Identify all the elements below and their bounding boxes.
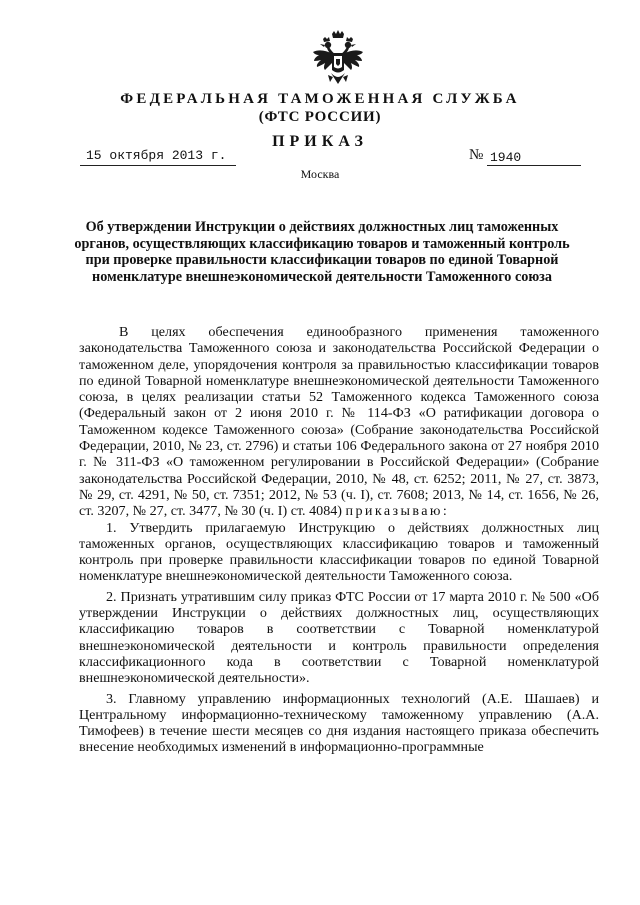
subject-line: Об утверждении Инструкции о действиях должностных лиц таможенных xyxy=(85,219,559,235)
order-item-2: 2. Признать утратившим силу приказ ФТС России от 17 марта 2010 г. № 500 «Об утверждении Инструкции о действиях должностных лиц, осуществляющих классификацию товаров в соответствии с Товарной номенклатурой внешнеэкономической деятельности и контроль правильности определения классификационного кода в соответствии с Товарной номенклатурой внешнеэкономической деятельности». xyxy=(79,588,599,687)
subject-line: при проверке правильности классификации товаров по единой Товарной xyxy=(85,252,559,269)
city: Москва xyxy=(300,167,340,181)
order-body xyxy=(79,324,599,756)
order-item-3: 3. Главному управлению информационных технологий (А.Е. Шашаев) и Центральному информационно-техническому таможенному управлению (А.А. Тимофеев) в течение шести месяцев со дня издания настоящего приказа обеспечить внесение необходимых изменений в информационно-программные xyxy=(79,690,599,756)
date-underline xyxy=(80,165,236,166)
double-headed-eagle-icon xyxy=(311,30,365,90)
order-command: приказываю: xyxy=(345,503,450,520)
agency-short-name: (ФТС РОССИИ) xyxy=(258,109,382,125)
preamble-text: В целях обеспечения единообразного применения таможенного законодательства Таможенного союза и законодательства Российской Федерации о таможенном деле, упорядочения контроля за правильностью классификации товаров по единой Товарной номенклатуре внешнеэкономической деятельности Таможенного союза, в целях реализации статьи 52 Таможенного кодекса Таможенного союза (Федеральный закон от 2 июня 2010 г. № 114-ФЗ «О ратификации договора о Таможенном кодексе Таможенного союза» (Собрание законодательства Российской Федерации, 2010, № 23, ст. 2796) и статьи 106 Федерального закона от 27 ноября 2010 г. № 311-ФЗ «О таможенном регулировании в Российской Федерации» (Собрание законодательства Российской Федерации, 2010, № 48, ст. 6252; 2011, № 27, ст. 3873, № 29, ст. 4291, № 50, ст. 7351; 2012, № 53 (ч. I), ст. 7608; 2013, № 14, ст. 1656, № 26, ст. 3207, № 27, ст. 3477, № 30 (ч. I) ст. 4084) xyxy=(79,324,599,520)
order-item-1: 1. Утвердить прилагаемую Инструкцию о действиях должностных лиц таможенных органов, осуществляющих классификацию товаров и таможенный контроль при проверке правильности классификации товаров по единой Товарной номенклатуре внешнеэкономической деятельности Таможенного союза. xyxy=(79,519,599,585)
agency-name: ФЕДЕРАЛЬНАЯ ТАМОЖЕННАЯ СЛУЖБА xyxy=(120,91,520,107)
order-number: 1940 xyxy=(490,150,522,165)
order-date: 15 октября 2013 г. xyxy=(86,148,227,163)
number-underline xyxy=(487,165,581,166)
order-number-label: № xyxy=(469,147,484,163)
subject-line: органов, осуществляющих классификацию товаров и таможенный контроль xyxy=(74,235,570,252)
order-subject-title xyxy=(62,219,582,286)
preamble-paragraph xyxy=(79,324,599,520)
subject-line: номенклатуре внешнеэкономической деятельности Таможенного союза xyxy=(92,269,552,286)
document-type-title: ПРИКАЗ xyxy=(272,133,368,150)
